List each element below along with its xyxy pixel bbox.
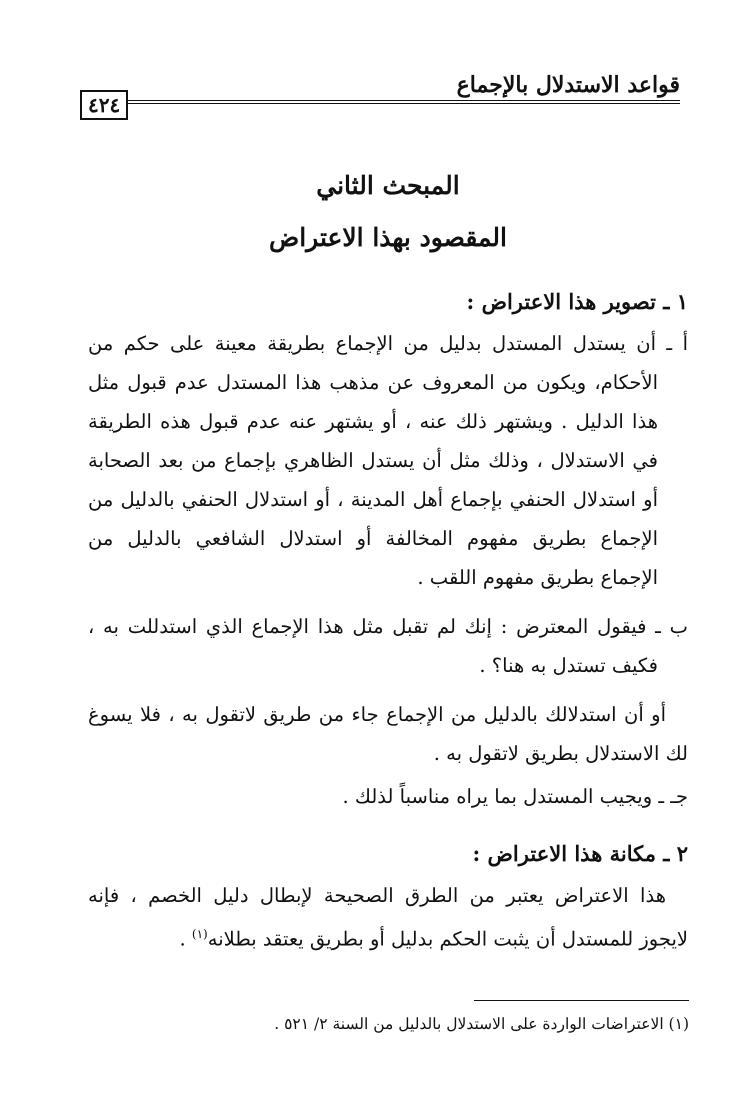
footnote-reference: (١) xyxy=(191,927,208,941)
paragraph-b: ب ـ فيقول المعترض : إنك لم تقبل مثل هذا الإجماع الذي استدللت به ، فكيف تستدل به هنا؟ . xyxy=(88,615,688,677)
heading-status: ٢ ـ مكانة هذا الاعتراض : xyxy=(472,841,688,866)
page-header xyxy=(80,72,680,117)
paragraph-status xyxy=(88,876,688,959)
page-body xyxy=(88,160,688,959)
page-number: ٤٢٤ xyxy=(80,90,128,120)
section-title: المبحث الثاني xyxy=(316,171,460,200)
running-title: قواعد الاستدلال بالإجماع xyxy=(456,72,680,98)
footnote-rule xyxy=(474,1000,689,1001)
footnote: (١) الاعتراضات الواردة على الاستدلال بالدليل من السنة ٢/ ٥٢١ . xyxy=(274,1015,689,1033)
header-rule xyxy=(80,100,680,104)
section-subtitle: المقصود بهذا الاعتراض xyxy=(269,223,507,252)
paragraph-status-text: هذا الاعتراض يعتبر من الطرق الصحيحة لإبطال دليل الخصم ، فإنه لايجوز للمستدل أن يثبت الحكم بدليل أو بطريق يعتقد بطلانه xyxy=(88,884,688,951)
paragraph-a: أ ـ أن يستدل المستدل بدليل من الإجماع بطريقة معينة على حكم من الأحكام، ويكون من المعروف عن مذهب هذا المستدل عدم قبول مثل هذا الدليل . ويشتهر ذلك عنه ، أو يشتهر عنه عدم قبول هذه الطريقة في الاستدلال ، وذلك مثل أن يستدل الظاهري بإجماع من بعد الصحابة أو استدلال الحنفي بإجماع أهل المدينة ، أو استدلال الحنفي بالدليل من الإجماع بطريق مفهوم المخالفة أو استدلال الشافعي بالدليل من الإجماع بطريق مفهوم اللقب . xyxy=(88,332,688,589)
paragraph-c: جـ ـ ويجيب المستدل بما يراه مناسباً لذلك . xyxy=(342,785,688,808)
heading-depiction: ١ ـ تصوير هذا الاعتراض : xyxy=(466,289,688,314)
paragraph-status-end: . xyxy=(179,927,192,951)
paragraph-alternative: أو أن استدلالك بالدليل من الإجماع جاء من طريق لاتقول به ، فلا يسوغ لك الاستدلال بطريق لاتقول به . xyxy=(88,703,688,765)
